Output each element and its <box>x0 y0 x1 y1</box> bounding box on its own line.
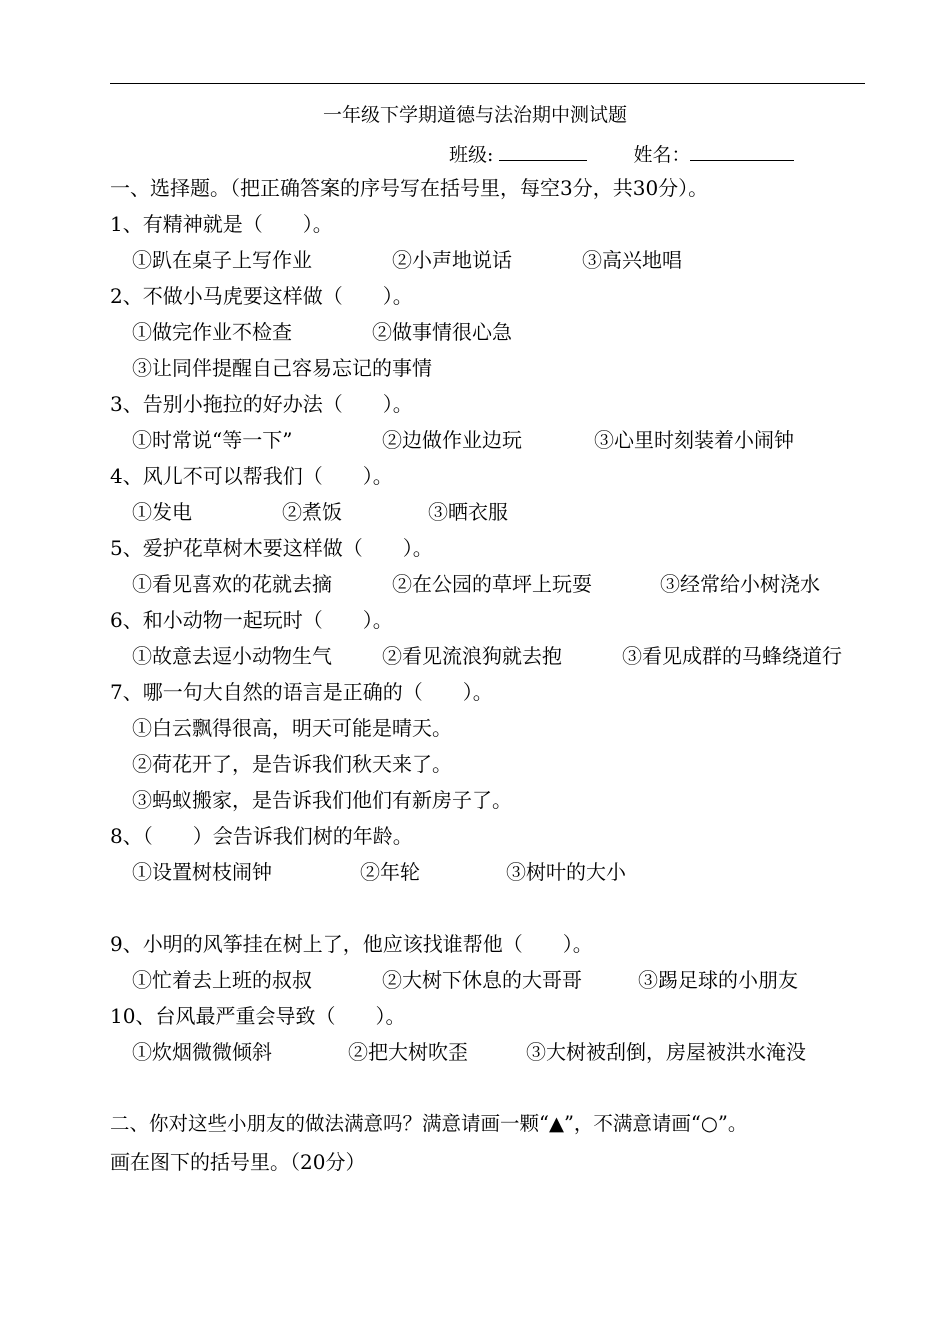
option: ②把大树吹歪 <box>348 1040 468 1064</box>
option: ①故意去逗小动物生气 <box>132 644 332 668</box>
option: ③晒衣服 <box>428 500 508 524</box>
option: ③蚂蚁搬家，是告诉我们他们有新房子了。 <box>132 788 512 812</box>
option: ②做事情很心急 <box>372 320 512 344</box>
options-1 <box>132 246 682 274</box>
options-9 <box>132 966 798 994</box>
option: ③踢足球的小朋友 <box>638 968 798 992</box>
section2-heading-2: 画在图下的括号里。（20分） <box>110 1150 366 1174</box>
section1-heading: 一、选择题。（把正确答案的序号写在括号里，每空3分，共30分）。 <box>110 176 709 200</box>
options-3 <box>132 426 794 454</box>
option: ①做完作业不检查 <box>132 320 292 344</box>
name-blank[interactable] <box>690 138 794 161</box>
options-7b <box>132 750 452 778</box>
options-5 <box>132 570 820 598</box>
class-label: 班级: <box>449 144 494 166</box>
question-1: 1、有精神就是（ ）。 <box>110 212 333 236</box>
options-4 <box>132 498 508 526</box>
class-blank[interactable] <box>499 138 587 161</box>
option: ②在公园的草坪上玩耍 <box>392 572 592 596</box>
question-3: 3、告别小拖拉的好办法（ ）。 <box>110 392 413 416</box>
question-5: 5、爱护花草树木要这样做（ ）。 <box>110 536 433 560</box>
option: ③经常给小树浇水 <box>660 572 820 596</box>
question-8: 8、（ ）会告诉我们树的年龄。 <box>110 824 413 848</box>
top-rule <box>110 83 865 84</box>
option: ②年轮 <box>360 860 420 884</box>
question-2: 2、不做小马虎要这样做（ ）。 <box>110 284 413 308</box>
class-name-row <box>449 138 794 169</box>
option: ②大树下休息的大哥哥 <box>382 968 582 992</box>
question-9: 9、小明的风筝挂在树上了，他应该找谁帮他（ ）。 <box>110 932 593 956</box>
name-label: 姓名： <box>633 144 691 166</box>
options-10 <box>132 1038 806 1066</box>
option: ③高兴地唱 <box>582 248 682 272</box>
option: ①忙着去上班的叔叔 <box>132 968 312 992</box>
option: ②小声地说话 <box>392 248 512 272</box>
option: ②看见流浪狗就去抱 <box>382 644 562 668</box>
option: ③树叶的大小 <box>506 860 626 884</box>
option: ①炊烟微微倾斜 <box>132 1040 272 1064</box>
option: ①发电 <box>132 500 192 524</box>
options-7c <box>132 786 512 814</box>
option: ②煮饭 <box>282 500 342 524</box>
question-7: 7、哪一句大自然的语言是正确的（ ）。 <box>110 680 493 704</box>
option: ③大树被刮倒，房屋被洪水淹没 <box>526 1040 806 1064</box>
page-title: 一年级下学期道德与法治期中测试题 <box>322 104 627 126</box>
option: ①设置树枝闹钟 <box>132 860 272 884</box>
options-8 <box>132 858 626 886</box>
section2-heading: 二、你对这些小朋友的做法满意吗？满意请画一颗“▲”，不满意请画“○”。 <box>110 1112 748 1135</box>
options-7a <box>132 714 452 742</box>
option: ②边做作业边玩 <box>382 428 522 452</box>
option: ①时常说“等一下” <box>132 428 293 452</box>
option: ③让同伴提醒自己容易忘记的事情 <box>132 356 432 380</box>
option: ②荷花开了，是告诉我们秋天来了。 <box>132 752 452 776</box>
option: ③心里时刻装着小闹钟 <box>594 428 794 452</box>
option: ①白云飘得很高，明天可能是晴天。 <box>132 716 452 740</box>
option: ①看见喜欢的花就去摘 <box>132 572 332 596</box>
options-6 <box>132 642 842 670</box>
question-4: 4、风儿不可以帮我们（ ）。 <box>110 464 393 488</box>
options-2 <box>132 318 512 346</box>
option: ①趴在桌子上写作业 <box>132 248 312 272</box>
options-2b <box>132 354 432 382</box>
question-10: 10、台风最严重会导致（ ）。 <box>110 1004 406 1028</box>
option: ③看见成群的马蜂绕道行 <box>622 644 842 668</box>
question-6: 6、和小动物一起玩时（ ）。 <box>110 608 393 632</box>
